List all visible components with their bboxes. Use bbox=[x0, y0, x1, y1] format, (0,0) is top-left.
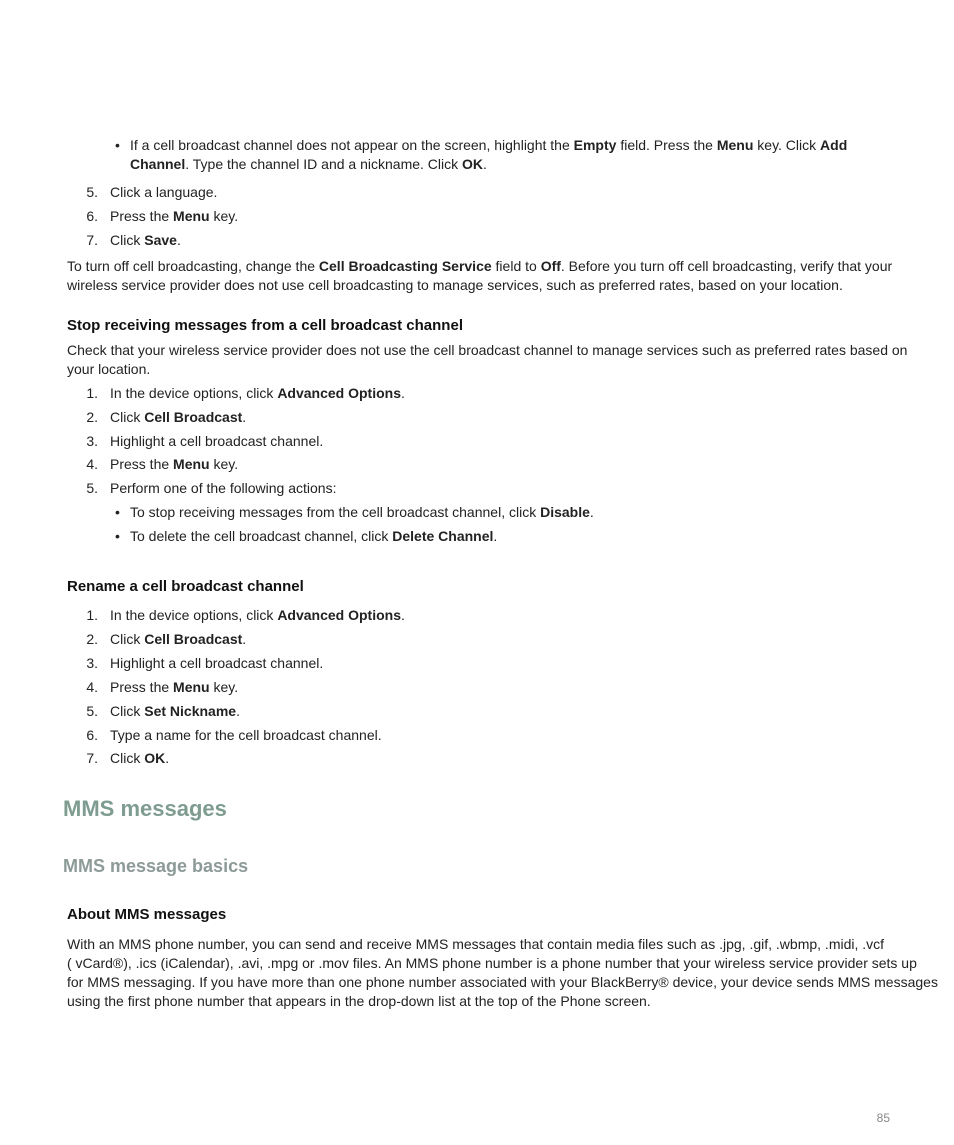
paragraph-line: To turn off cell broadcasting, change the Cell Broadcasting Service field to Off. Before you turn off cell broadcasting, verify that your bbox=[67, 258, 893, 274]
list-item: 4. Press the Menu key. bbox=[86, 679, 239, 695]
list-item bbox=[0, 184, 954, 204]
list-item bbox=[0, 232, 954, 252]
rename-heading: Rename a cell broadcast channel bbox=[67, 578, 304, 595]
page-number: 85 bbox=[876, 1111, 890, 1125]
mms-message-basics-subtitle: MMS message basics bbox=[63, 856, 249, 876]
list-item: 2. Click Cell Broadcast. bbox=[86, 631, 247, 647]
step-text: Press the Menu key. bbox=[110, 208, 239, 224]
step-number: 5. bbox=[86, 184, 98, 200]
top-bullet-line-1: If a cell broadcast channel does not appear on the screen, highlight the Empty field. Press the Menu key. Click Add bbox=[130, 137, 848, 153]
list-item: 2. Click Cell Broadcast. bbox=[86, 409, 247, 425]
sub-bullet-item: • To delete the cell broadcast channel, click Delete Channel. bbox=[115, 528, 498, 544]
step-text: Click a language. bbox=[110, 184, 218, 200]
sub-bullet-item: • To stop receiving messages from the cell broadcast channel, click Disable. bbox=[115, 504, 594, 520]
list-item: 3. Highlight a cell broadcast channel. bbox=[86, 655, 324, 671]
bullet-dot: • bbox=[115, 137, 120, 153]
list-item bbox=[0, 208, 954, 228]
top-bullet-item bbox=[0, 136, 954, 176]
about-mms-heading: About MMS messages bbox=[67, 906, 227, 923]
step-number: 6. bbox=[86, 208, 98, 224]
step-number: 7. bbox=[86, 232, 98, 248]
list-item: 3. Highlight a cell broadcast channel. bbox=[86, 433, 324, 449]
list-item: 7. Click OK. bbox=[86, 750, 170, 766]
stop-receiving-heading: Stop receiving messages from a cell broadcast channel bbox=[67, 317, 463, 334]
bullet-dot: • bbox=[115, 528, 120, 544]
mms-messages-title: MMS messages bbox=[63, 796, 227, 821]
list-item: 1. In the device options, click Advanced Options. bbox=[86, 385, 405, 401]
top-bullet-line-2: Channel. Type the channel ID and a nickname. Click OK. bbox=[130, 156, 487, 172]
list-item: 5. Click Set Nickname. bbox=[86, 703, 240, 719]
list-item: 6. Type a name for the cell broadcast channel. bbox=[86, 727, 382, 743]
bullet-dot: • bbox=[115, 504, 120, 520]
paragraph-line: wireless service provider does not use cell broadcasting to manage services, such as preferred rates, based on your location. bbox=[67, 277, 843, 293]
list-item: 1. In the device options, click Advanced Options. bbox=[86, 607, 405, 623]
list-item: 5. Perform one of the following actions: bbox=[86, 480, 337, 496]
step-text: Click Save. bbox=[110, 232, 181, 248]
list-item: 4. Press the Menu key. bbox=[86, 456, 239, 472]
